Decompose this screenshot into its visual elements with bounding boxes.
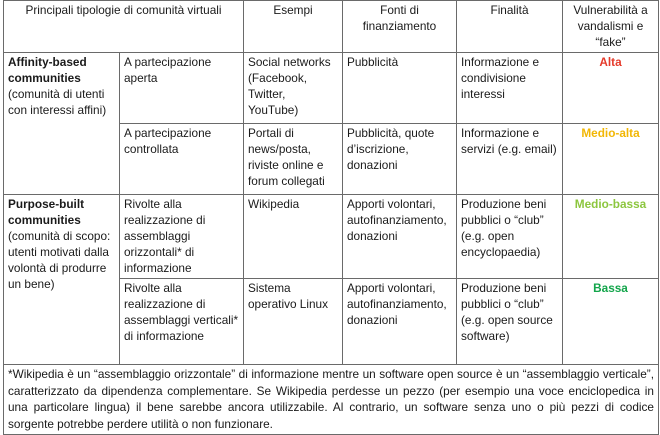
group-cell-purpose-built — [4, 195, 120, 365]
vulnerability-cell: Alta — [563, 53, 659, 124]
footnote: *Wikipedia è un “assemblaggio orizzontale” di informazione mentre un software open source è un “assemblaggio verticale”, caratterizzato da dipendenza complementare. Se Wikipedia perdesse un pezzo (per esempio una voce enciclopedica in una particolare lingua) il bene sarebbe ancora utilizzabile. Al contrario, un software senza uno o più pezzi di codice sorgente potrebbe perdere utilità o non funzionare. — [4, 365, 659, 435]
subtype-cell: A partecipazione controllata — [120, 124, 244, 195]
examples-cell: Social networks (Facebook, Twitter, YouTube) — [244, 53, 343, 124]
examples-cell: Sistema operativo Linux — [244, 279, 343, 365]
header-purpose: Finalità — [457, 1, 563, 53]
funding-cell: Apporti volontari, autofinanziamento, donazioni — [343, 195, 457, 279]
table-row — [4, 195, 659, 279]
funding-cell: Pubblicità, quote d’iscrizione, donazioni — [343, 124, 457, 195]
purpose-cell: Informazione e servizi (e.g. email) — [457, 124, 563, 195]
subtype-cell: Rivolte alla realizzazione di assemblaggi orizzontali* di informazione — [120, 195, 244, 279]
examples-cell: Portali di news/posta, riviste online e forum collegati — [244, 124, 343, 195]
header-funding: Fonti di finanziamento — [343, 1, 457, 53]
community-typology-table — [3, 0, 659, 435]
funding-cell: Pubblicità — [343, 53, 457, 124]
purpose-cell: Produzione beni pubblici o “club” (e.g. open source software) — [457, 279, 563, 365]
group-description: (comunità di utenti con interessi affini) — [8, 87, 107, 117]
header-examples: Esempi — [244, 1, 343, 53]
table-row — [4, 53, 659, 124]
funding-cell: Apporti volontari, autofinanziamento, donazioni — [343, 279, 457, 365]
group-title: Purpose-built communities — [8, 197, 85, 227]
purpose-cell: Informazione e condivisione interessi — [457, 53, 563, 124]
group-description: (comunità di scopo: utenti motivati dalla volontà di produrre un bene) — [8, 229, 111, 291]
subtype-cell: Rivolte alla realizzazione di assemblaggi verticali* di informazione — [120, 279, 244, 365]
vulnerability-cell: Bassa — [563, 279, 659, 365]
group-title: Affinity-based communities — [8, 55, 87, 85]
footnote-row — [4, 365, 659, 435]
header-typologies: Principali tipologie di comunità virtuali — [4, 1, 244, 53]
vulnerability-cell: Medio-bassa — [563, 195, 659, 279]
subtype-cell: A partecipazione aperta — [120, 53, 244, 124]
header-row — [4, 1, 659, 53]
vulnerability-cell: Medio-alta — [563, 124, 659, 195]
examples-cell: Wikipedia — [244, 195, 343, 279]
header-vulnerability: Vulnerabilità a vandalismi e “fake” — [563, 1, 659, 53]
purpose-cell: Produzione beni pubblici o “club” (e.g. open encyclopaedia) — [457, 195, 563, 279]
group-cell-affinity — [4, 53, 120, 195]
